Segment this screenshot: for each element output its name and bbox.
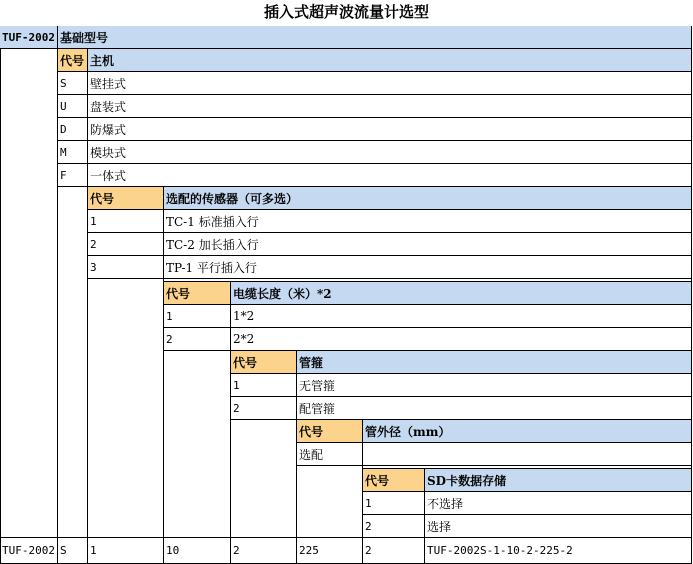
sensor-option-code: 2 <box>88 233 164 256</box>
pipe-holder-option-name: 无管箍 <box>297 374 692 397</box>
pipe-od-code-header: 代号 <box>297 420 363 443</box>
example-cell: 225 <box>297 538 363 564</box>
pipe-od-option-name <box>363 443 692 466</box>
pipe-holder-option-code: 1 <box>231 374 297 397</box>
sensor-option-name: TC-2 加长插入行 <box>164 233 692 256</box>
host-option-code: D <box>58 118 88 141</box>
host-option-code: S <box>58 72 88 95</box>
sensor-option-name: TC-1 标准插入行 <box>164 210 692 233</box>
example-result-cell: TUF-2002S-1-10-2-225-2 <box>425 538 692 564</box>
model-cell: TUF-2002 <box>0 26 58 49</box>
sd-option-code: 2 <box>363 515 425 538</box>
blank-cell <box>363 466 692 469</box>
pipe-od-header: 管外径（mm） <box>363 420 692 443</box>
example-cell: 2 <box>363 538 425 564</box>
sd-option-code: 1 <box>363 492 425 515</box>
example-cell: TUF-2002 <box>0 538 58 564</box>
host-option-name: 防爆式 <box>88 118 692 141</box>
pipe-holder-option-name: 配管箍 <box>297 397 692 420</box>
host-option-name: 一体式 <box>88 164 692 187</box>
sd-header: SD卡数据存储 <box>425 469 692 492</box>
host-option-code: F <box>58 164 88 187</box>
cable-header: 电缆长度（米）*2 <box>231 282 692 305</box>
base-model-header: 基础型号 <box>58 26 692 49</box>
host-option-code: U <box>58 95 88 118</box>
sensor-option-code: 3 <box>88 256 164 279</box>
blank-cell <box>88 279 164 538</box>
host-option-code: M <box>58 141 88 164</box>
pipe-holder-code-header: 代号 <box>231 351 297 374</box>
sensor-code-header: 代号 <box>88 187 164 210</box>
sd-option-name: 不选择 <box>425 492 692 515</box>
sensor-header: 选配的传感器（可多选） <box>164 187 692 210</box>
example-cell: 2 <box>231 538 297 564</box>
example-cell: 1 <box>88 538 164 564</box>
host-option-name: 壁挂式 <box>88 72 692 95</box>
sd-option-name: 选择 <box>425 515 692 538</box>
blank-cell <box>164 279 692 282</box>
cable-code-header: 代号 <box>164 282 231 305</box>
example-cell: S <box>58 538 88 564</box>
blank-cell <box>297 466 363 538</box>
pipe-holder-header: 管箍 <box>297 351 692 374</box>
blank-cell <box>164 351 231 538</box>
host-option-name: 盘装式 <box>88 95 692 118</box>
cable-option-code: 1 <box>164 305 231 328</box>
example-cell: 10 <box>164 538 231 564</box>
pipe-od-option-code: 选配 <box>297 443 363 466</box>
host-header: 主机 <box>88 49 692 72</box>
blank-cell <box>231 420 297 538</box>
cable-option-name: 2*2 <box>231 328 692 351</box>
pipe-holder-option-code: 2 <box>231 397 297 420</box>
cable-option-code: 2 <box>164 328 231 351</box>
sensor-option-name: TP-1 平行插入行 <box>164 256 692 279</box>
blank-cell <box>58 187 88 538</box>
cable-option-name: 1*2 <box>231 305 692 328</box>
sd-code-header: 代号 <box>363 469 425 492</box>
sensor-option-code: 1 <box>88 210 164 233</box>
host-code-header: 代号 <box>58 49 88 72</box>
blank-cell <box>0 49 58 538</box>
host-option-name: 模块式 <box>88 141 692 164</box>
page-title: 插入式超声波流量计选型 <box>263 3 429 21</box>
